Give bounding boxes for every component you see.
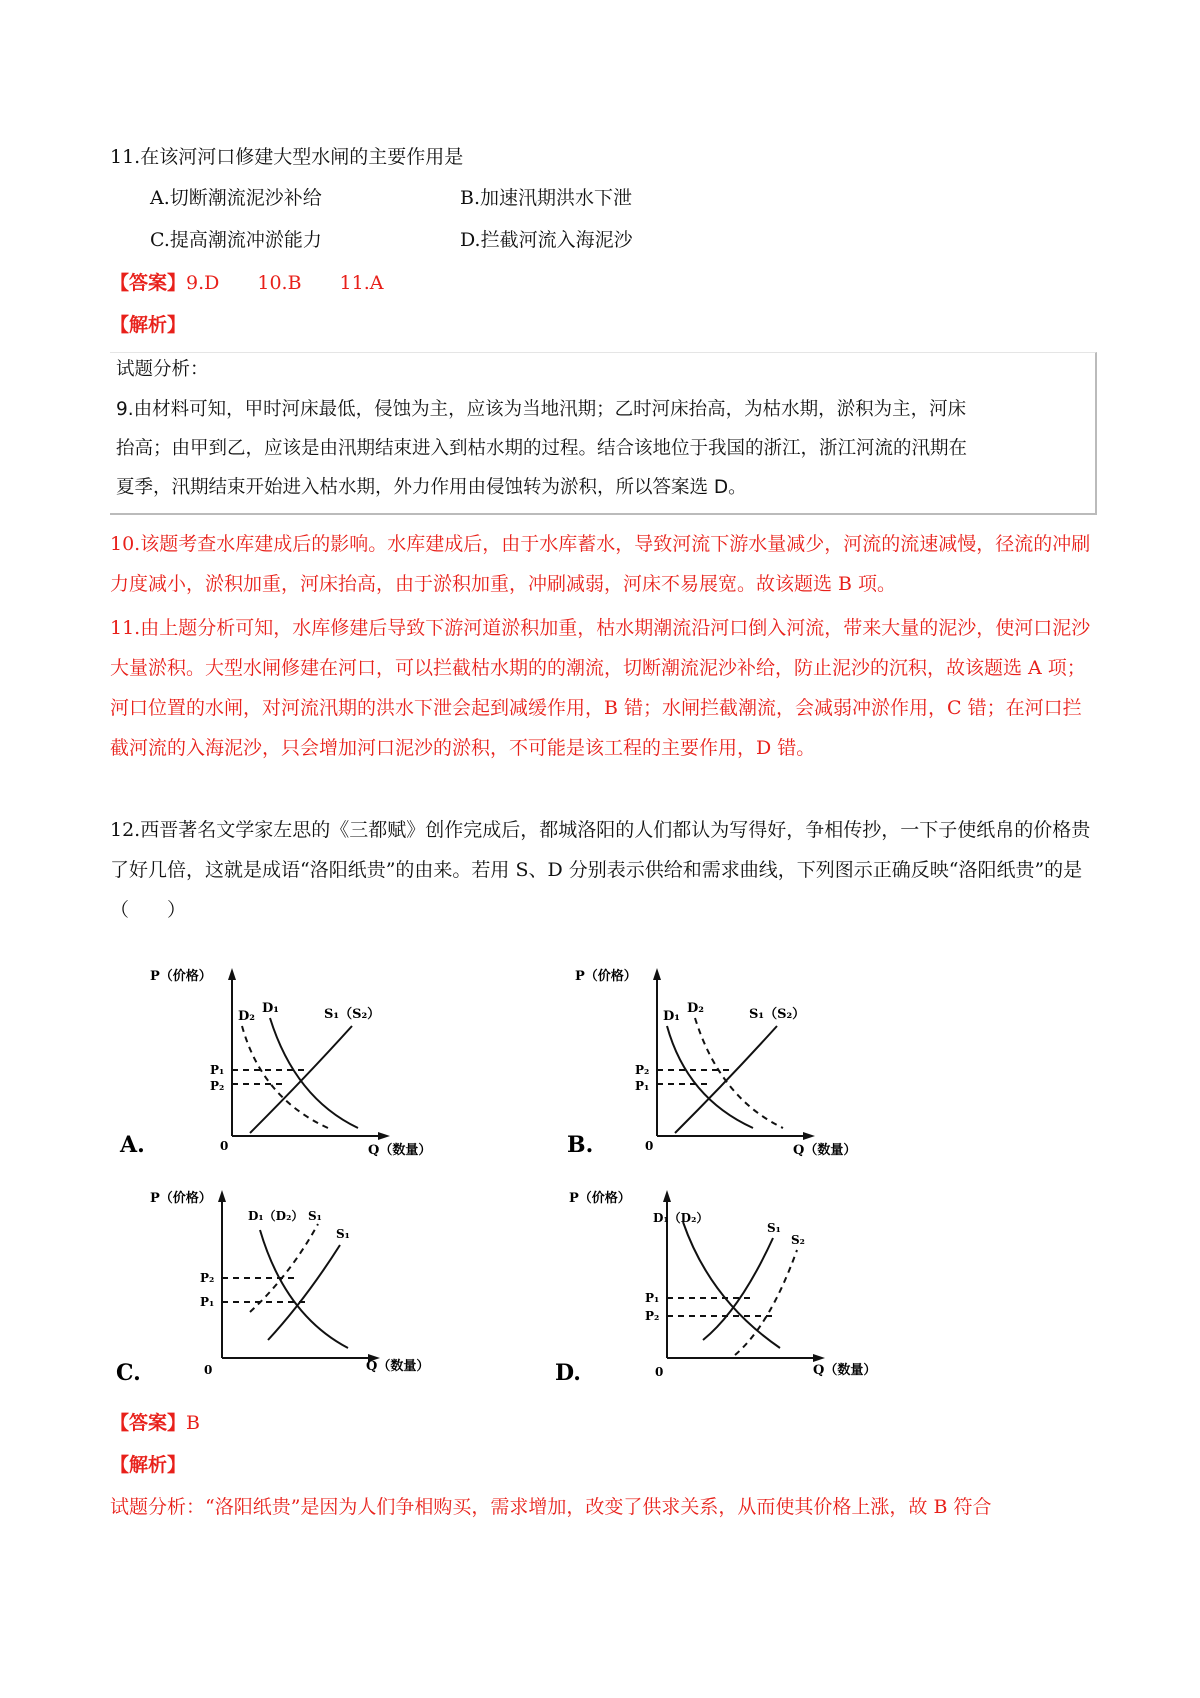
label-p2: P₂ xyxy=(645,1309,660,1323)
curve-s1 xyxy=(703,1238,773,1340)
answer-line-1 xyxy=(110,270,384,296)
chart-letter: B. xyxy=(567,1132,594,1158)
label-d: D₁（D₂） xyxy=(248,1209,304,1223)
label-s: S₁（S₂） xyxy=(749,1007,806,1022)
question-11-stem: 11.在该河河口修建大型水闸的主要作用是 xyxy=(110,146,464,168)
label-p1: P₁ xyxy=(200,1295,215,1309)
origin-label: 0 xyxy=(655,1365,664,1379)
curve-s1 xyxy=(675,1026,777,1133)
label-s2: S₂ xyxy=(791,1233,805,1247)
explanation-11: 11.由上题分析可知，水库修建后导致下游河道淤积加重，枯水期潮流沿河口倒入河流，带来大量的泥沙，使河口泥沙大量淤积。大型水闸修建在河口，可以拦截枯水期的的潮流，切断潮流泥沙补给，防止泥沙的沉积，故该题选 A 项；河口位置的水闸，对河流汛期的洪水下泄会起到减缓作用，B 错；水闸拦截潮流，会减弱冲淤作用，C 错；在河口拦截河流的入海泥沙，只会增加河口泥沙的淤积，不可能是该工程的主要作用，D 错。 xyxy=(110,617,1091,759)
origin-label: 0 xyxy=(645,1139,654,1153)
analysis-heading-1 xyxy=(110,312,186,338)
label-p2: P₂ xyxy=(635,1063,650,1077)
option-c: C.提高潮流冲淤能力 xyxy=(150,229,322,251)
explanation-12: 试题分析：“洛阳纸贵”是因为人们争相购买，需求增加，改变了供求关系，从而使其价格上涨，故 B 符合 xyxy=(110,1496,992,1518)
curve-d1 xyxy=(260,1230,348,1348)
label-d2: D₂ xyxy=(687,1001,704,1016)
origin-label: 0 xyxy=(204,1363,213,1377)
box-line-3: 夏季，汛期结束开始进入枯水期，外力作用由侵蚀转为淤积，所以答案选 D。 xyxy=(116,477,747,498)
box-line-1: 9.由材料可知，甲时河床最低，侵蚀为主，应该为当地汛期；乙时河床抬高，为枯水期，淤积为主，河床 xyxy=(116,399,967,420)
explanation-10: 10.该题考查水库建成后的影响。水库建成后，由于水库蓄水，导致河流下游水量减少，河流的流速减慢，径流的冲刷力度减小，淤积加重，河床抬高，由于淤积加重，冲刷减弱，河床不易展宽。故该题选 B 项。 xyxy=(110,533,1091,595)
answer-text: B xyxy=(186,1412,200,1434)
label-p2: P₂ xyxy=(210,1079,225,1093)
answer-line-2 xyxy=(110,1410,200,1436)
box-line-2: 抬高；由甲到乙，应该是由汛期结束进入到枯水期的过程。结合该地位于我国的浙江，浙江河流的汛期在 xyxy=(116,438,968,459)
label-s: S₁（S₂） xyxy=(324,1007,381,1022)
answer-tag: 【答案】 xyxy=(110,272,187,294)
y-axis-label: P（价格） xyxy=(575,969,637,984)
chart-d xyxy=(555,1180,915,1390)
curve-s1 xyxy=(250,1026,352,1133)
label-p1: P₁ xyxy=(210,1063,225,1077)
origin-label: 0 xyxy=(220,1139,229,1153)
box-title: 试题分析： xyxy=(116,359,209,380)
chart-b xyxy=(545,958,875,1168)
answer-tag: 【答案】 xyxy=(110,1412,187,1434)
y-axis-label: P（价格） xyxy=(150,1191,212,1206)
question-12-stem: 12.西晋著名文学家左思的《三都赋》创作完成后，都城洛阳的人们都认为写得好，争相传抄，一下子使纸帛的价格贵了好几倍，这就是成语“洛阳纸贵”的由来。若用 S、D 分别表示供给和需求曲线，下列图示正确反映“洛阳纸贵”的是（ ） xyxy=(110,819,1091,921)
curve-s1-solid xyxy=(268,1245,340,1340)
curve-s1-dashed xyxy=(250,1224,318,1312)
option-a: A.切断潮流泥沙补给 xyxy=(150,187,322,209)
answer-text: 9.D 10.B 11.A xyxy=(186,272,384,294)
chart-letter: D. xyxy=(555,1360,581,1386)
curve-d1 xyxy=(667,1026,753,1128)
chart-a xyxy=(120,958,432,1168)
x-axis-label: Q（数量） xyxy=(368,1143,432,1158)
analysis-tag: 【解析】 xyxy=(110,314,187,336)
analysis-box xyxy=(110,352,1097,515)
option-b: B.加速汛期洪水下泄 xyxy=(460,187,633,209)
label-s1: S₁ xyxy=(767,1221,781,1235)
curve-d2 xyxy=(242,1026,328,1128)
label-s1-dashed: S₁ xyxy=(308,1209,322,1223)
chart-letter: C. xyxy=(116,1360,141,1386)
option-d: D.拦截河流入海泥沙 xyxy=(460,229,633,251)
label-d2: D₂ xyxy=(238,1009,255,1024)
curve-s2 xyxy=(735,1250,797,1355)
chart-letter: A. xyxy=(120,1132,145,1158)
label-d: D₁（D₂） xyxy=(653,1211,709,1225)
analysis-tag: 【解析】 xyxy=(110,1454,187,1476)
chart-c xyxy=(110,1180,480,1390)
label-d1: D₁ xyxy=(663,1009,680,1024)
label-s1: S₁ xyxy=(336,1227,350,1241)
label-d1: D₁ xyxy=(262,1001,279,1016)
label-p1: P₁ xyxy=(645,1291,660,1305)
label-p2: P₂ xyxy=(200,1271,215,1285)
x-axis-label: Q（数量） xyxy=(813,1363,877,1378)
y-axis-label: P（价格） xyxy=(569,1191,631,1206)
y-axis-label: P（价格） xyxy=(150,969,212,984)
x-axis-label: Q（数量） xyxy=(793,1143,857,1158)
analysis-heading-2 xyxy=(110,1452,186,1478)
curve-d1 xyxy=(683,1222,780,1348)
label-p1: P₁ xyxy=(635,1079,650,1093)
x-axis-label: Q（数量） xyxy=(366,1359,430,1374)
